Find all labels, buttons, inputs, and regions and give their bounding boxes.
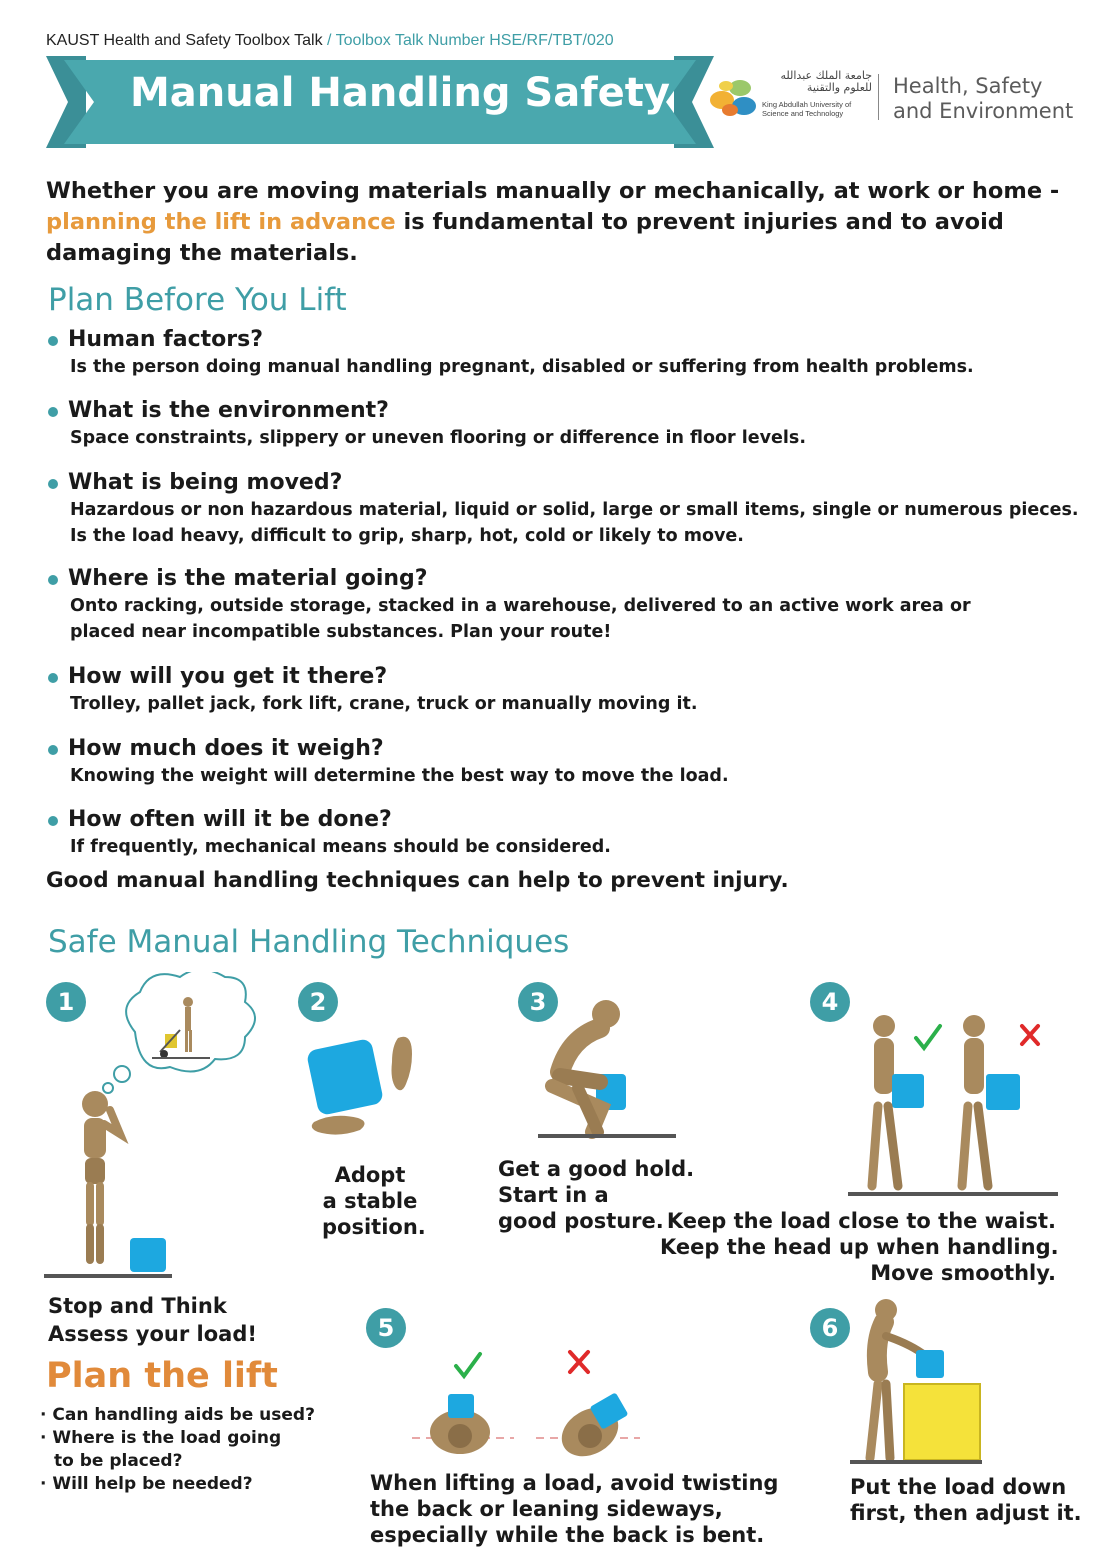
step-6-badge: 6 xyxy=(810,1308,850,1348)
techniques-title: Safe Manual Handling Techniques xyxy=(48,924,570,960)
header-number: Toolbox Talk Number HSE/RF/TBT/020 xyxy=(335,32,614,49)
thinking-figure-illustration xyxy=(40,972,260,1292)
step-6-caption: Put the load down first, then adjust it. xyxy=(850,1475,1082,1525)
closing-statement: Good manual handling techniques can help to prevent injury. xyxy=(46,868,789,893)
plan-item-what-moved: What is being moved? Hazardous or non hazardous material, liquid or solid, large or small items, single or numerous pieces. Is the load heavy, difficult to grip, sharp, hot, cold or likely to move. xyxy=(46,469,1066,549)
kaust-logo xyxy=(708,70,1088,130)
plan-the-lift-list: · Can handling aids be used? · Where is the load going to be placed? · Will help be needed? xyxy=(40,1405,315,1494)
header-prefix: KAUST Health and Safety Toolbox Talk xyxy=(46,32,323,49)
plan-item-frequency: How often will it be done? If frequently, mechanical means should be considered. xyxy=(46,806,1066,860)
step-5-badge: 5 xyxy=(366,1308,406,1348)
step-1-caption: Stop and Think Assess your load! xyxy=(48,1294,257,1346)
intro-paragraph: Whether you are moving materials manually or mechanically, at work or home - planning the lift in advance is fundamental to prevent injuries and to avoid damaging the materials. xyxy=(46,178,1060,266)
plan-item-human-factors: Human factors? Is the person doing manual handling pregnant, disabled or suffering from health problems. xyxy=(46,326,1066,380)
title-ribbon xyxy=(46,56,714,148)
step-2-caption: Adopt a stable position. xyxy=(322,1163,426,1239)
plan-item-environment: What is the environment? Space constraints, slippery or uneven flooring or difference in floor levels. xyxy=(46,397,1066,451)
step-1-badge: 1 xyxy=(46,982,86,1022)
logo-english-text: King Abdullah University of Science and Technology xyxy=(762,100,852,118)
logo-divider xyxy=(878,74,879,120)
logo-hse-text: Health, Safety and Environment xyxy=(893,74,1074,123)
plan-item-get-there: How will you get it there? Trolley, pallet jack, fork lift, crane, truck or manually moving it. xyxy=(46,663,1066,717)
stable-stance-illustration xyxy=(300,1030,430,1140)
put-load-down-illustration xyxy=(846,1294,986,1466)
step-4-badge: 4 xyxy=(810,982,850,1022)
step-4-caption: Keep the load close to the waist. Keep the head up when handling. Move smoothly. xyxy=(660,1209,1059,1285)
step-3-caption: Get a good hold. Start in a good posture. xyxy=(498,1157,695,1233)
kaust-emblem-icon xyxy=(708,74,760,120)
twist-avoid-illustration xyxy=(404,1346,654,1464)
cross-icon xyxy=(1022,1026,1038,1044)
check-icon xyxy=(916,1026,940,1048)
plan-section-title: Plan Before You Lift xyxy=(48,282,347,318)
step-2-badge: 2 xyxy=(298,982,338,1022)
carry-load-illustration xyxy=(842,1010,1062,1200)
cross-icon xyxy=(570,1352,588,1372)
plan-item-weight: How much does it weigh? Knowing the weight will determine the best way to move the load. xyxy=(46,735,1066,789)
toolbox-header xyxy=(46,32,614,50)
check-icon xyxy=(456,1354,480,1376)
header-separator: / xyxy=(322,32,336,49)
squat-hold-illustration xyxy=(530,994,690,1144)
step-3-badge: 3 xyxy=(518,982,558,1022)
intro-highlight: planning the lift in advance xyxy=(46,209,396,235)
plan-item-material-going: Where is the material going? Onto racking, outside storage, stacked in a warehouse, delivered to an active work area or placed near incompatible substances. Plan your route! xyxy=(46,565,1066,645)
plan-the-lift-title: Plan the lift xyxy=(46,1356,278,1396)
page-title: Manual Handling Safety xyxy=(130,70,670,116)
logo-arabic-text: جامعة الملك عبدالله للعلوم والتقنية xyxy=(780,69,872,94)
step-5-caption: When lifting a load, avoid twisting the back or leaning sideways, especially while the back is bent. xyxy=(370,1471,779,1547)
